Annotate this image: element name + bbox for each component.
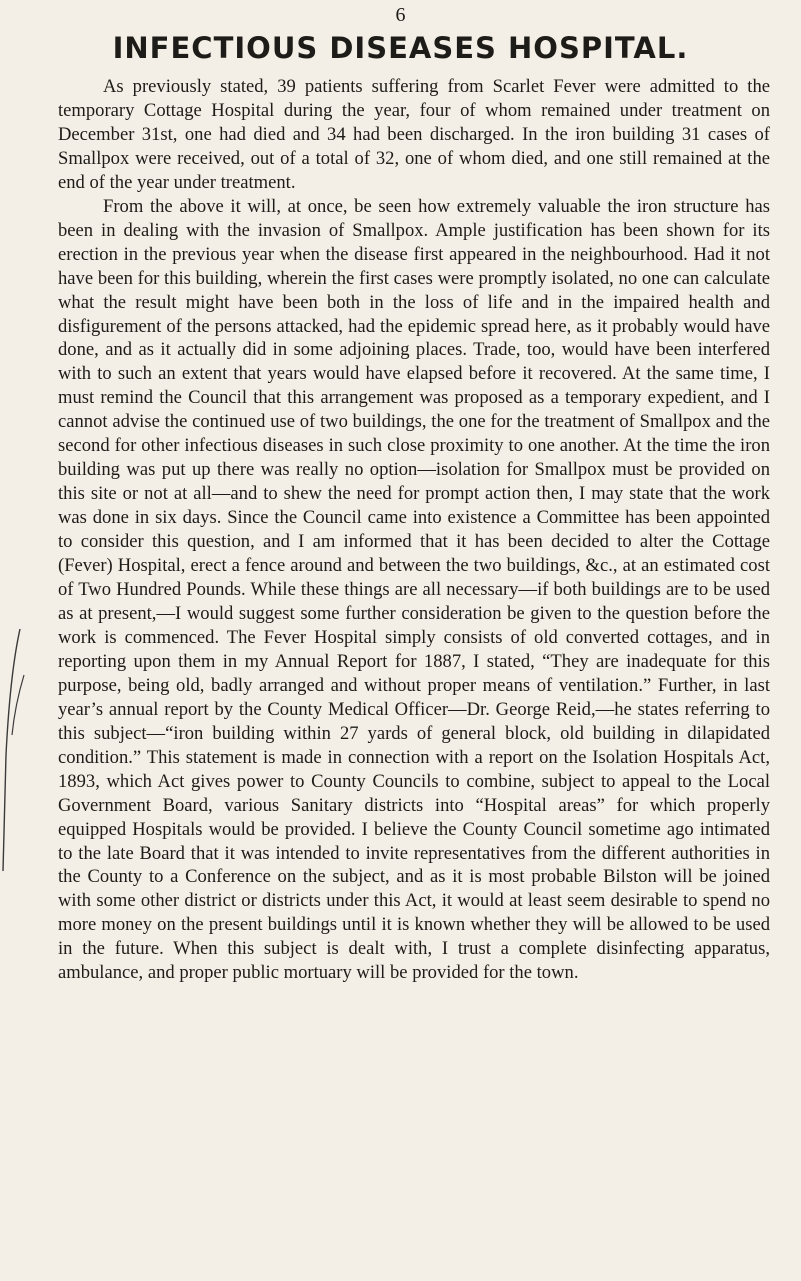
report-body [58, 75, 770, 985]
margin-pencil-mark [0, 625, 30, 875]
section-heading: INFECTIOUS DISEASES HOSPITAL. [112, 31, 689, 65]
paragraph-admissions: As previously stated, 39 patients suffering from Scarlet Fever were admitted to the temporary Cottage Hospital during the year, four of whom remained under treatment on December 31st, one had died and 34 had been discharged. In the iron building 31 cases of Smallpox were received, out of a total of 32, one of whom died, and one still remained at the end of the year under treatment. [58, 76, 770, 193]
paragraph-iron-building: From the above it will, at once, be seen how extremely valuable the iron structure has been in dealing with the invasion of Smallpox. Ample justification has been shown for its erection in the previous year when the disease first appeared in the neighbourhood. Had it not have been for this building, wherein the first cases were promptly isolated, no one can calculate what the result might have been both in the loss of life and in the impaired health and disfigurement of the persons attacked, had the epidemic spread here, as it probably would have done, and as it actually did in some adjoining places. Trade, too, would have been interfered with to such an extent that years would have elapsed before it recovered. At the same time, I must remind the Council that this arrangement was proposed as a temporary expedient, and I cannot advise the continued use of two buildings, the one for the treatment of Smallpox and the second for other infectious diseases in such close proximity to one another. At the time the iron building was put up there was really no option—isolation for Smallpox must be provided on this site or not at all—and to shew the need for prompt action then, I may state that the work was done in six days. Since the Council came into existence a Committee has been appointed to consider this question, and I am informed that it has been decided to alter the Cottage (Fever) Hospital, erect a fence around and between the two buildings, &c., at an estimated cost of Two Hundred Pounds. While these things are all necessary—if both buildings are to be used as at present,—I would suggest some further consideration be given to the question before the work is commenced. The Fever Hospital simply consists of old converted cottages, and in reporting upon them in my Annual Report for 1887, I stated, “They are inadequate for this purpose, being old, badly arranged and without proper means of ventilation.” Further, in last year’s annual report by the County Medical Officer—Dr. George Reid,—he states referring to this subject—“iron building within 27 yards of general block, old building in dilapidated condition.” This statement is made in connection with a report on the Isolation Hospitals Act, 1893, which Act gives power to County Councils to combine, subject to appeal to the Local Government Board, various Sanitary districts into “Hospital areas” for which properly equipped Hospitals would be provided. I believe the County Council sometime ago intimated to the late Board that it was intended to invite representatives from the different authorities in the County to a Conference on the subject, and as it is most probable Bilston will be joined with some other district or districts under this Act, it would at least seem desirable to spend no more money on the present buildings until it is known whether they will be allowed to be used in the future. When this subject is dealt with, I trust a complete disinfecting apparatus, ambulance, and proper public mortuary will be provided for the town. [58, 195, 770, 984]
page-number: 6 [395, 4, 406, 26]
